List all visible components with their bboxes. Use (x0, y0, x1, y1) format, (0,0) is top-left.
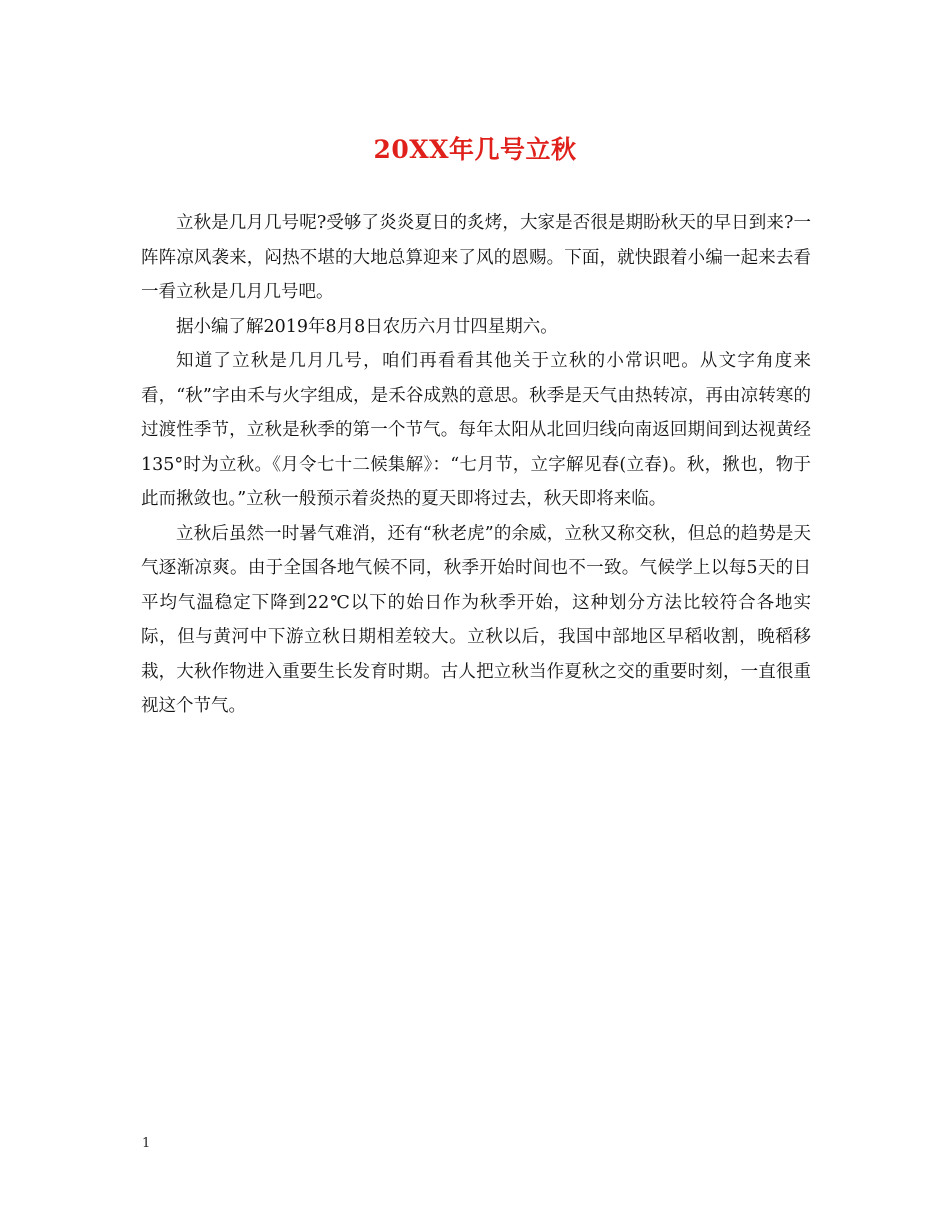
paragraph-date: 据小编了解2019年8月8日农历六月廿四星期六。 (176, 316, 558, 337)
paragraph-intro: 立秋是几月几号呢?受够了炎炎夏日的炙烤，大家是否很是期盼秋天的早日到来?一阵阵凉风袭来，闷热不堪的大地总算迎来了风的恩赐。下面，就快跟着小编一起来去看一看立秋是几月几号吧。 (141, 213, 811, 302)
page-number: 1 (142, 1136, 151, 1151)
paragraph-knowledge: 知道了立秋是几月几号，咱们再看看其他关于立秋的小常识吧。从文字角度来看，“秋”字由禾与火字组成，是禾谷成熟的意思。秋季是天气由热转凉，再由凉转寒的过渡性季节，立秋是秋季的第一个节气。每年太阳从北回归线向南返回期间到达视黄经135°时为立秋。《月令七十二候集解》：“七月节，立字解见春(立春)。秋，揪也，物于此而揪敛也。”立秋一般预示着炎热的夏天即将过去，秋天即将来临。 (141, 351, 811, 509)
document-title: 20XX年几号立秋 (373, 135, 577, 164)
document-body (141, 206, 811, 724)
paragraph-climate: 立秋后虽然一时暑气难消，还有“秋老虎”的余威，立秋又称交秋，但总的趋势是天气逐渐凉爽。由于全国各地气候不同，秋季开始时间也不一致。气候学上以每5天的日平均气温稳定下降到22℃以下的始日作为秋季开始，这种划分方法比较符合各地实际，但与黄河中下游立秋日期相差较大。立秋以后，我国中部地区早稻收割，晚稻移栽，大秋作物进入重要生长发育时期。古人把立秋当作夏秋之交的重要时刻，一直很重视这个节气。 (141, 523, 811, 716)
